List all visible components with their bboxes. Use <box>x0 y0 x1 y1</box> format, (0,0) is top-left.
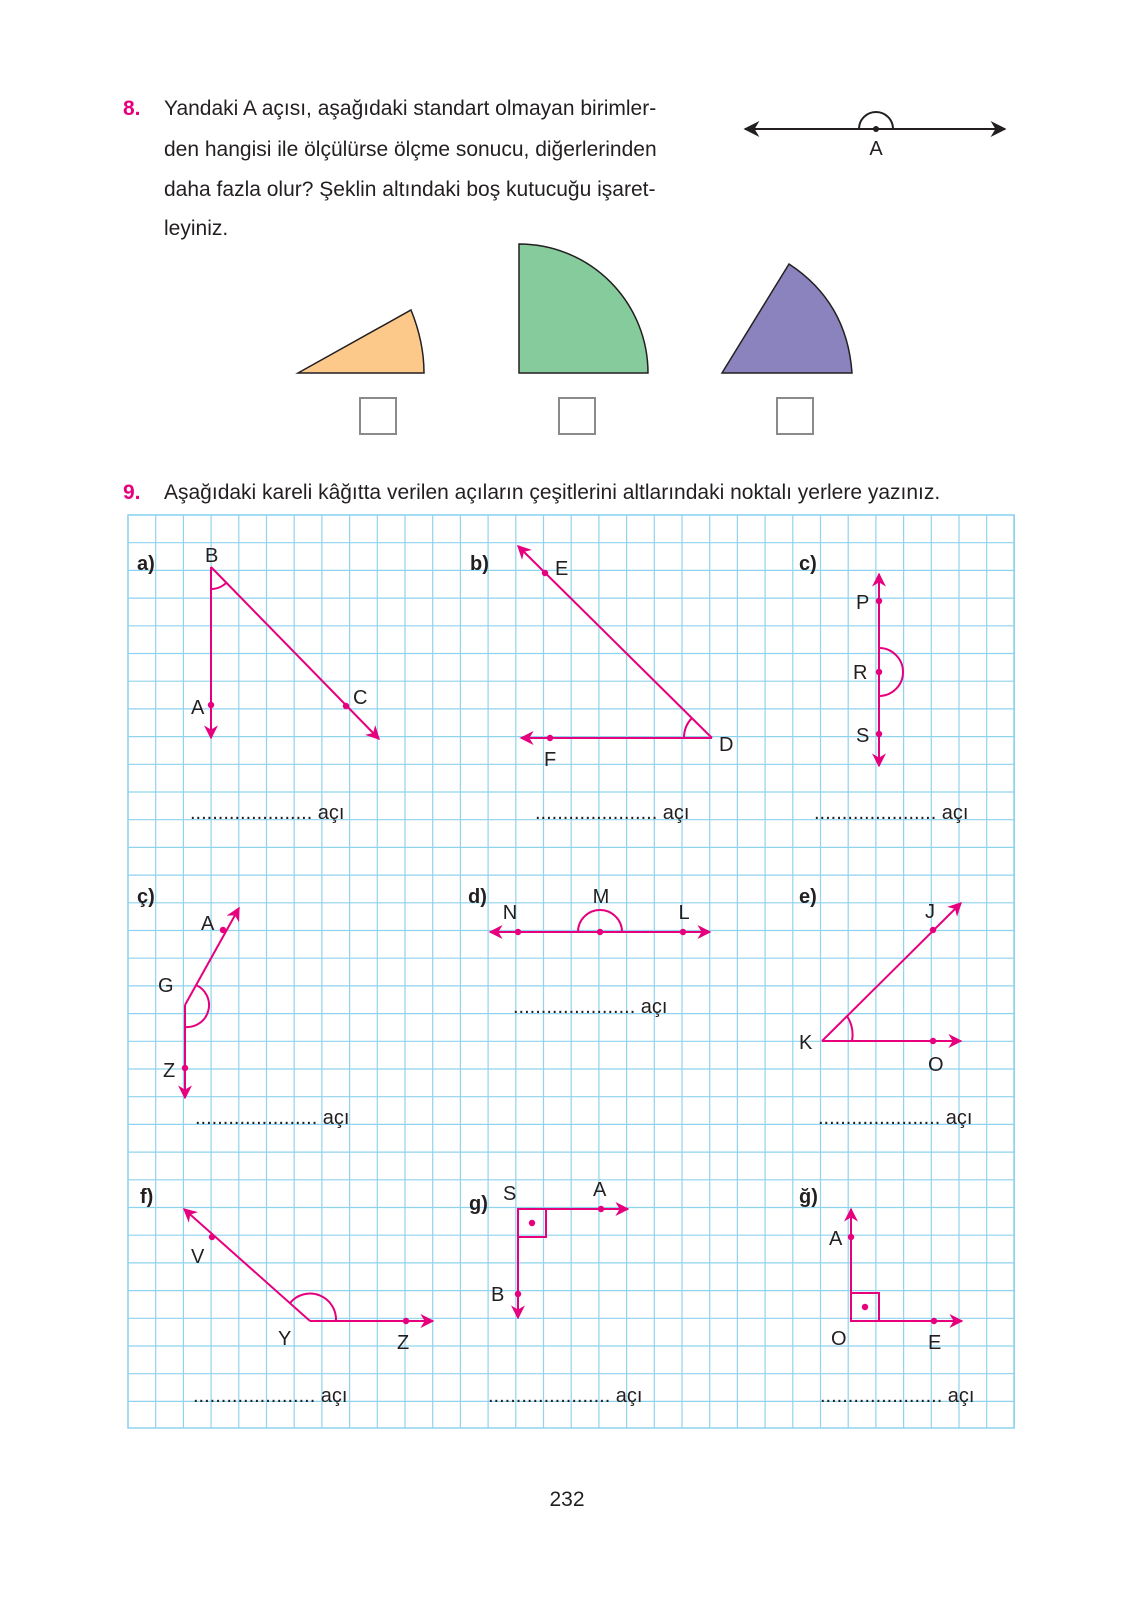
label-c-S: S <box>856 725 870 747</box>
label-e-J: J <box>925 901 935 923</box>
figure-gg-angle <box>848 1209 962 1324</box>
question-8-line-2: den hangisi ile ölçülürse ölçme sonucu, diğerlerinden <box>164 138 657 161</box>
item-c-answer-blank: ...................... açı <box>814 802 969 824</box>
label-cc-G: G <box>158 975 174 997</box>
item-f-answer-blank: ...................... açı <box>193 1385 348 1407</box>
item-a-answer-blank: ...................... açı <box>190 802 345 824</box>
item-e-answer-blank: ...................... açı <box>818 1107 973 1129</box>
label-f-V: V <box>191 1246 205 1268</box>
page-number: 232 <box>549 1488 585 1511</box>
figure-d-angle <box>490 910 710 935</box>
item-g-tag: g) <box>469 1193 488 1215</box>
item-b-tag: b) <box>470 553 489 575</box>
label-c-R: R <box>853 662 868 684</box>
label-gg-O: O <box>831 1328 847 1350</box>
question-9-number: 9. <box>123 481 141 504</box>
label-a-B: B <box>205 545 219 567</box>
label-f-Y: Y <box>278 1328 292 1350</box>
label-e-O: O <box>928 1054 944 1076</box>
label-b-D: D <box>719 734 734 756</box>
label-d-L: L <box>678 902 690 924</box>
label-g-S: S <box>503 1183 517 1205</box>
item-d-tag: d) <box>468 886 487 908</box>
item-cc-tag: ç) <box>137 886 155 908</box>
angle-a-label: A <box>869 138 883 160</box>
figure-b-angle <box>518 546 712 741</box>
label-gg-A: A <box>829 1228 843 1250</box>
item-e-tag: e) <box>799 886 817 908</box>
label-d-M: M <box>592 886 610 908</box>
label-d-N: N <box>502 902 518 924</box>
label-g-B: B <box>491 1284 505 1306</box>
question-8-line-4: leyiniz. <box>164 217 229 240</box>
label-a-C: C <box>353 687 368 709</box>
label-a-A: A <box>191 697 205 719</box>
question-8-line-1: Yandaki A açısı, aşağıdaki standart olmayan birimler- <box>164 97 657 120</box>
label-e-K: K <box>799 1032 813 1054</box>
figure-f-angle <box>184 1209 433 1324</box>
label-b-F: F <box>544 749 557 771</box>
item-c-tag: c) <box>799 553 817 575</box>
label-cc-A: A <box>201 913 215 935</box>
question-8-line-3: daha fazla olur? Şeklin altındaki boş kutucuğu işaret- <box>164 178 656 201</box>
item-gg-answer-blank: ...................... açı <box>820 1385 975 1407</box>
item-b-answer-blank: ...................... açı <box>535 802 690 824</box>
item-f-tag: f) <box>140 1186 154 1208</box>
item-gg-tag: ğ) <box>799 1186 818 1208</box>
item-cc-answer-blank: ...................... açı <box>195 1107 350 1129</box>
label-c-P: P <box>856 592 870 614</box>
label-cc-Z: Z <box>163 1060 176 1082</box>
label-b-E: E <box>555 558 569 580</box>
figure-c-angle <box>876 574 903 766</box>
question-8-number: 8. <box>123 97 141 120</box>
item-a-tag: a) <box>137 553 155 575</box>
question-9-text: Aşağıdaki kareli kâğıtta verilen açıların çeşitlerini altlarındaki noktalı yerlere yazınız. <box>164 481 941 504</box>
grid-lines <box>128 515 1014 1428</box>
item-g-answer-blank: ...................... açı <box>488 1385 643 1407</box>
item-d-answer-blank: ...................... açı <box>513 996 668 1018</box>
figure-e-angle <box>822 903 961 1044</box>
label-g-A: A <box>593 1179 607 1201</box>
label-f-Z: Z <box>397 1332 410 1354</box>
label-gg-E: E <box>928 1332 942 1354</box>
